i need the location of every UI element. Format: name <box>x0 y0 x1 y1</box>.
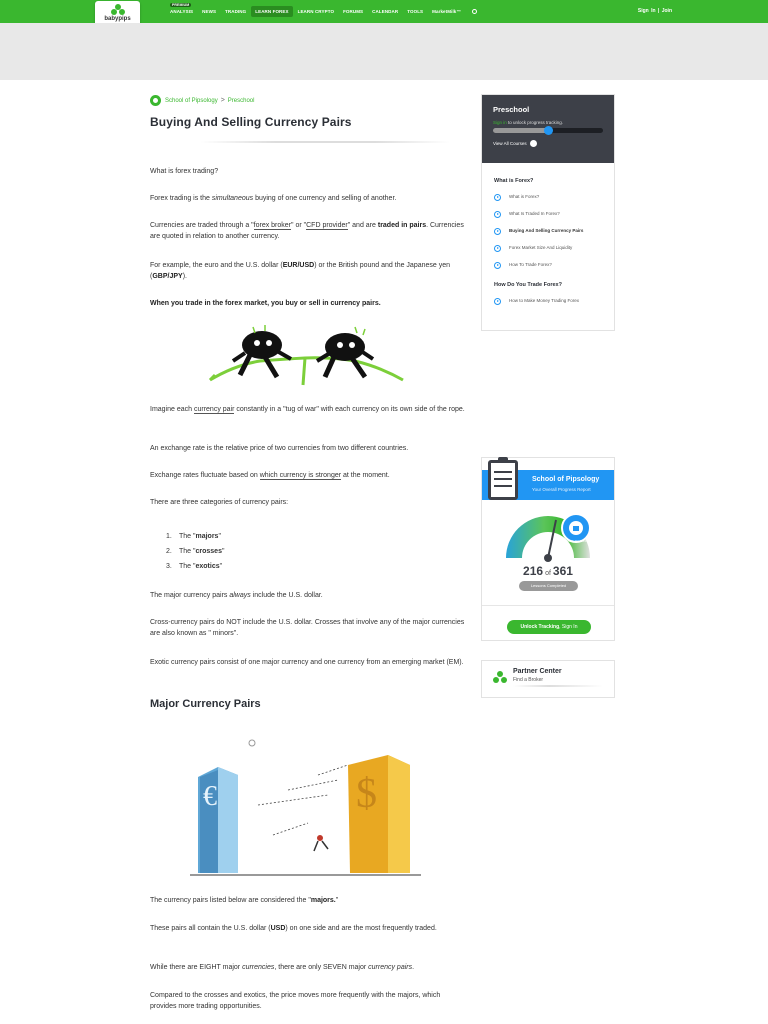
forex-broker-link[interactable]: forex broker <box>253 222 292 229</box>
nav-news[interactable]: NEWS <box>202 9 217 14</box>
paragraph: Currencies are traded through a "forex broker" or "CFD provider" and are traded in pairs. Currencies are quoted in relation to another currency. <box>150 222 464 240</box>
join-link[interactable]: Join <box>661 8 672 14</box>
play-icon <box>494 228 501 235</box>
logo-text: babypips <box>104 16 131 22</box>
progress-note: Sign in to unlock progress tracking. <box>493 120 564 125</box>
list-item: 2. The "crosses" <box>166 548 225 555</box>
paragraph: For example, the euro and the U.S. dollar (EUR/USD) or the British pound and the Japanese yen (GBP/JPY). <box>150 262 451 280</box>
course-navigation-card <box>481 94 615 331</box>
course-header <box>482 95 614 163</box>
course-progress-knob <box>544 126 553 135</box>
premium-badge: PREMIUM <box>172 3 190 7</box>
nav-learn-forex[interactable]: LEARN FOREX <box>251 6 292 17</box>
nav-analysis-label: ANALYSIS <box>170 9 194 14</box>
paragraph: Exchange rates fluctuate based on which currency is stronger at the moment. <box>150 472 390 479</box>
play-icon <box>494 262 501 269</box>
school-subtitle: Your Overall Progress Report <box>532 487 591 492</box>
partner-subtitle: Find a Broker <box>513 677 544 683</box>
breadcrumb-separator: > <box>220 97 225 104</box>
unlock-tracking-button[interactable]: Unlock Tracking, Sign In <box>507 620 591 634</box>
babypips-logo-icon <box>111 4 125 15</box>
breadcrumb <box>150 95 254 106</box>
play-icon <box>494 211 501 218</box>
play-icon <box>494 245 501 252</box>
stronger-currency-link[interactable]: which currency is stronger <box>259 472 342 479</box>
nav-tools[interactable]: TOOLS <box>407 9 424 14</box>
svg-text:€: € <box>203 781 217 812</box>
lesson-link-current[interactable]: Buying And Selling Currency Pairs <box>494 228 606 235</box>
paragraph: Cross-currency pairs do NOT include the U.S. dollar. Crosses that involve any of the major currencies are also known as " minors". <box>150 619 465 637</box>
section-heading-how-trade: How Do You Trade Forex? <box>494 282 562 288</box>
paragraph: Exotic currency pairs consist of one major currency and one currency from an emerging market (EM). <box>150 659 464 666</box>
paragraph: There are three categories of currency pairs: <box>150 499 289 506</box>
breadcrumb-school[interactable]: School of Pipsology <box>165 97 218 104</box>
title-divider <box>200 141 450 143</box>
paragraph: What is forex trading? <box>150 168 219 175</box>
lesson-link[interactable]: What Is Traded In Forex? <box>494 211 606 218</box>
course-title: Preschool <box>493 105 530 114</box>
main-nav <box>170 0 486 23</box>
tracking-badge-text: NOW IN TRACKING <box>564 540 588 543</box>
lesson-count: 216 of 361 <box>523 564 573 578</box>
lesson-link[interactable]: Forex Market Size And Liquidity <box>494 245 606 252</box>
paragraph: An exchange rate is the relative price of two currencies from two different countries. <box>150 445 409 452</box>
search-icon[interactable] <box>472 9 477 14</box>
lessons-completed-label: Lessons Completed <box>519 581 578 591</box>
lesson-link[interactable]: What is Forex? <box>494 194 606 201</box>
view-all-courses-link[interactable]: View All Courses <box>493 140 603 147</box>
play-icon <box>494 298 501 305</box>
paragraph: These pairs all contain the U.S. dollar (USD) on one side and are the most frequently traded. <box>150 925 437 932</box>
list-item: 1. The "majors" <box>166 533 221 540</box>
lesson-link[interactable]: How To Trade Forex? <box>494 262 606 269</box>
clipboard-icon <box>488 460 518 500</box>
paragraph: The currency pairs listed below are considered the "majors." <box>150 897 339 904</box>
divider <box>482 605 614 606</box>
sign-in-link[interactable]: Sign In <box>637 8 656 14</box>
play-icon <box>494 194 501 201</box>
auth-separator: | <box>657 8 660 14</box>
partner-title: Partner Center <box>513 668 562 675</box>
lesson-link[interactable]: How to Make Money Trading Forex <box>494 298 606 305</box>
paragraph: While there are EIGHT major currencies, there are only SEVEN major currency pairs. <box>150 964 415 971</box>
section-heading-what-is-forex: What is Forex? <box>494 178 534 184</box>
course-progress-fill <box>493 128 548 133</box>
nav-learn-crypto[interactable]: LEARN CRYPTO <box>297 9 335 14</box>
paragraph: Imagine each currency pair constantly in a "tug of war" with each currency on its own side of the rope. <box>150 406 465 413</box>
ad-banner <box>0 23 768 80</box>
tug-of-war-illustration <box>205 325 405 387</box>
currency-pair-link[interactable]: currency pair <box>193 406 235 413</box>
svg-text:$: $ <box>356 771 377 817</box>
paragraph: Forex trading is the simultaneous buying of one currency and selling of another. <box>150 195 397 202</box>
partner-underline <box>513 685 603 687</box>
course-progress-bar <box>493 128 603 133</box>
partner-logo-icon <box>493 671 507 683</box>
categories-list <box>166 529 224 574</box>
top-nav-bar <box>0 0 768 23</box>
info-icon <box>530 140 537 147</box>
nav-calendar[interactable]: CALENDAR <box>372 9 399 14</box>
auth-links <box>638 8 672 14</box>
school-icon <box>150 95 161 106</box>
nav-trading[interactable]: TRADING <box>225 9 247 14</box>
progress-gauge <box>500 512 596 562</box>
nav-forums[interactable]: FORUMS <box>343 9 364 14</box>
progress-report-card <box>481 457 615 641</box>
paragraph: Compared to the crosses and exotics, the price moves more frequently with the majors, which provides more trading opportunities. <box>150 992 441 1010</box>
list-item: 3. The "exotics" <box>166 563 223 570</box>
paragraph-bold: When you trade in the forex market, you buy or sell in currency pairs. <box>150 300 381 307</box>
partner-center-card[interactable] <box>481 660 615 698</box>
cfd-provider-link[interactable]: CFD provider <box>306 222 348 229</box>
paragraph: The major currency pairs always include the U.S. dollar. <box>150 592 323 599</box>
breadcrumb-preschool[interactable]: Preschool <box>227 97 255 104</box>
nav-analysis[interactable] <box>170 3 194 14</box>
section-heading: Major Currency Pairs <box>150 698 261 710</box>
sign-in-link[interactable]: Sign in <box>493 120 507 125</box>
page-title: Buying And Selling Currency Pairs <box>150 115 352 129</box>
school-title: School of Pipsology <box>532 476 600 483</box>
nav-marketmilk[interactable]: MarketMilk™ <box>432 9 462 14</box>
euro-dollar-towers-illustration <box>188 735 423 883</box>
